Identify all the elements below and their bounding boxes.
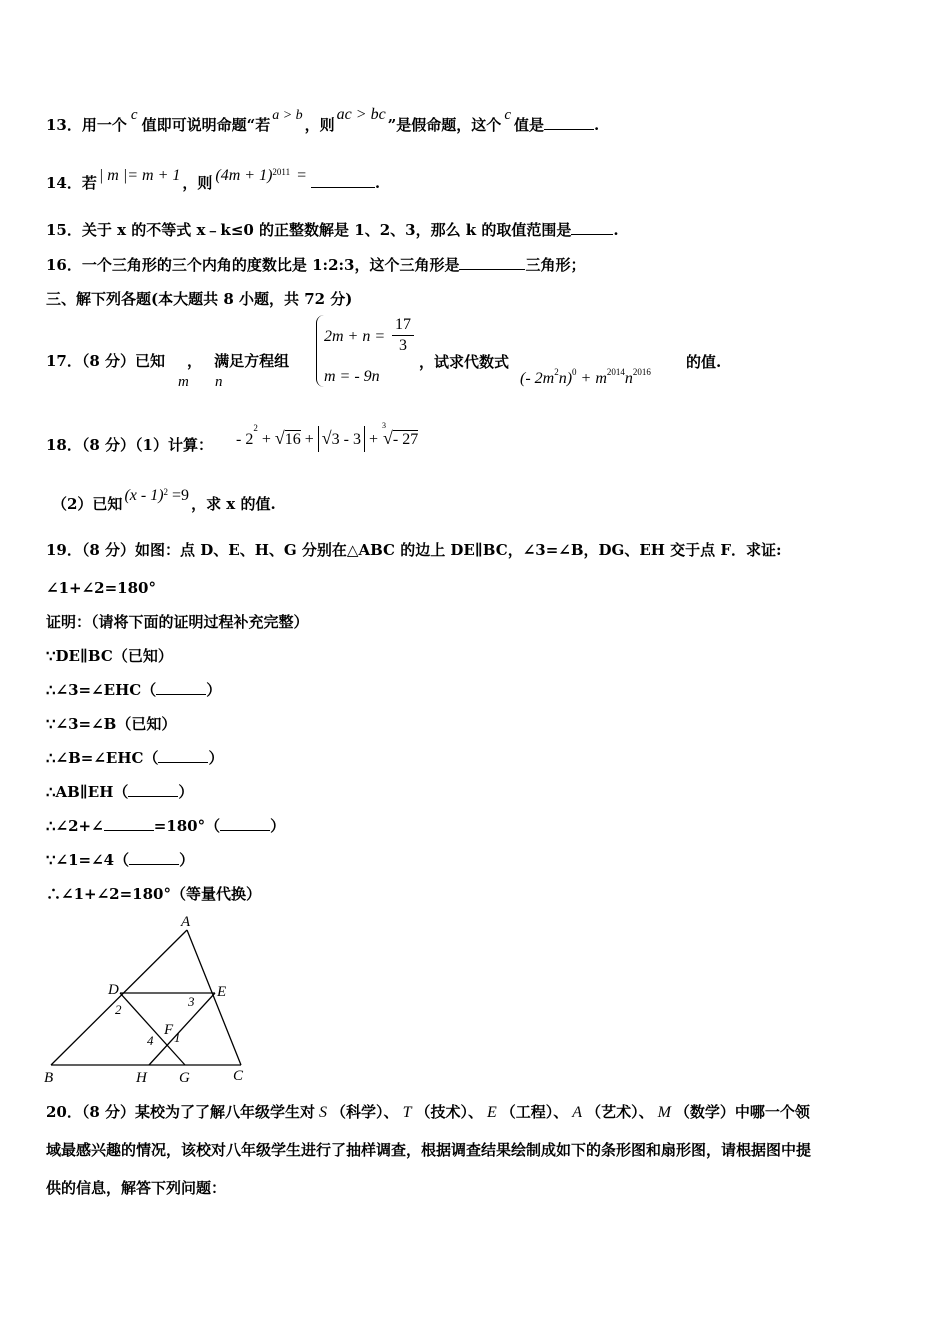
question-20-line-3: 供的信息，解答下列问题： xyxy=(46,1179,227,1197)
proof-instruction: 证明：（请将下面的证明过程补充完整） xyxy=(46,613,309,631)
proof-step: ∴∠3=∠EHC（ ） xyxy=(46,681,222,699)
angle-label-2: 2 xyxy=(115,1002,122,1017)
proof-step: ∵DE∥BC（已知） xyxy=(46,647,173,665)
answer-blank[interactable] xyxy=(104,816,154,831)
sqrt-sign: √ xyxy=(274,428,285,448)
label-b: B xyxy=(44,1070,54,1086)
angle-label-3: 3 xyxy=(188,994,195,1009)
angle-label-4: 4 xyxy=(147,1033,154,1048)
fraction-bar xyxy=(392,335,414,336)
answer-blank[interactable] xyxy=(156,680,206,695)
answer-blank[interactable] xyxy=(544,115,594,130)
label-c: C xyxy=(233,1068,244,1084)
proof-step: ∴AB∥EH（ ） xyxy=(46,783,194,801)
answer-blank[interactable] xyxy=(128,782,178,797)
question-20-line-1: 20．（8 分）某校为了了解八年级学生对 S （科学）、 T （技术）、 E （工程）、 A （艺术）、 M （数学）中哪一个领 xyxy=(46,1103,810,1121)
question-15: 15．关于 x 的不等式 x﹣k≤0 的正整数解是 1、2、3，那么 k 的取值范围是 . xyxy=(46,221,619,239)
label-d: D xyxy=(108,982,119,998)
answer-blank[interactable] xyxy=(459,255,525,270)
question-19-claim: ∠1+∠2=180° xyxy=(46,579,156,597)
label-h: H xyxy=(136,1070,147,1086)
answer-blank[interactable] xyxy=(571,220,613,235)
cube-root-sign: √ xyxy=(383,428,393,448)
proof-step: ∴∠2+∠ =180°（ ） xyxy=(46,817,286,835)
exam-page: 13．用一个c值即可说明命题“若a > b，则ac > bc”是假命题，这个c值是 . 14．若 | m |= m + 1 ，则 $(4m + 1)^{2011}$ = . 15．关于 x 的不等式 x﹣k≤0 的正整数解是 1、2、3，那么 k 的取值范围是 . 16．一个三角形的三个内角的度数比是 1:2:3，这个三角形是 三角形； 三、解下列各题(本大题共 8 小题，共 72 分) 17．（8 分）已知 ， 满足方程组 m n 2m + n = 17 3 m = - 9n ，试求代数式 (- $2m^2n)^0 + m^{2014}n^{2016}$ 的值. 18．（8 分）（1）计算： - $2^2 + √16 + √3 - 3 + ^3√-$ 27 （2）已知 (x - 1)$^2$ =9 ，求 x 的值. 19．（8 分）如图：点 D、E、H、G 分别在△ABC 的边上 DE∥BC，∠3=∠B，DG、EH 交于点 F．求证: ∠1+∠2=180° 证明：（请将下面的证明过程补充完整） ∵DE∥BC（已知） ∴∠3=∠EHC（ ） ∵∠3=∠B（已知） ∴∠B=∠EHC（ ） ∴AB∥EH（ ） ∴∠2+∠ =180°（ ） ∵∠1=∠4（ ） ∴∠1+∠2=180°（等量代换） A B C D E F G H 1 2 3 4 20．（8 分）某校为了了解八年级学生对 S （科学）、 T （技术）、 E （工程）、 A （艺术）、 M （数学）中哪一个领 域最感兴趣的情况，该校对八年级学生进行了抽样调查，根据调查结果绘制成如下的条形图和扇形图，请根据图中提 供的信息，解答下列问题： xyxy=(0,0,950,1344)
fraction: 17 3 xyxy=(392,316,414,355)
question-18-part-2: （2）已知 (x - 1)$^2$ =9 ，求 x 的值. xyxy=(52,487,276,513)
label-e: E xyxy=(217,984,227,1000)
absolute-value: √3 - 3 xyxy=(318,426,365,452)
proof-step: ∵∠1=∠4（ ） xyxy=(46,851,195,869)
question-16: 16．一个三角形的三个内角的度数比是 1:2:3，这个三角形是 三角形； xyxy=(46,256,586,274)
label-f: F xyxy=(164,1022,174,1038)
proof-step: ∵∠3=∠B（已知） xyxy=(46,715,177,733)
label-a: A xyxy=(181,914,191,930)
question-13: 13．用一个c值即可说明命题“若a > b，则ac > bc”是假命题，这个c值是 . xyxy=(46,106,600,134)
answer-blank[interactable] xyxy=(220,816,270,831)
segment-ac xyxy=(187,930,241,1065)
triangle-figure xyxy=(40,912,255,1087)
answer-blank[interactable] xyxy=(158,748,208,763)
proof-step: ∴∠B=∠EHC（ ） xyxy=(46,749,224,767)
answer-blank[interactable] xyxy=(129,850,179,865)
question-17: 17．（8 分）已知 ， 满足方程组 xyxy=(46,352,290,370)
section-title: 三、解下列各题(本大题共 8 小题，共 72 分) xyxy=(46,290,353,308)
question-19-stem: 19．（8 分）如图：点 D、E、H、G 分别在△ABC 的边上 DE∥BC，∠3=∠B，DG、EH 交于点 F．求证: xyxy=(46,541,782,559)
answer-blank[interactable] xyxy=(311,173,375,188)
calc-expression: - $2^2 + √16 + √3 - 3 + ^3√-$ 27 xyxy=(236,426,418,452)
algebraic-expression: (- $2m^2n)^0 + m^{2014}n^{2016}$ xyxy=(520,367,651,387)
question-14: 14．若 | m |= m + 1 ，则 $(4m + 1)^{2011}$ = . xyxy=(46,167,381,192)
question-18-part-1: 18．（8 分）（1）计算： xyxy=(46,436,213,454)
label-g: G xyxy=(179,1070,190,1086)
question-20-line-2: 域最感兴趣的情况，该校对八年级学生进行了抽样调查，根据调查结果绘制成如下的条形图和扇形图，请根据图中提 xyxy=(46,1141,812,1159)
proof-step: ∴∠1+∠2=180°（等量代换） xyxy=(46,885,261,903)
segment-dg xyxy=(120,993,185,1065)
segment-eh xyxy=(149,993,215,1065)
sqrt-sign: √ xyxy=(321,428,332,448)
angle-label-1: 1 xyxy=(174,1030,181,1045)
